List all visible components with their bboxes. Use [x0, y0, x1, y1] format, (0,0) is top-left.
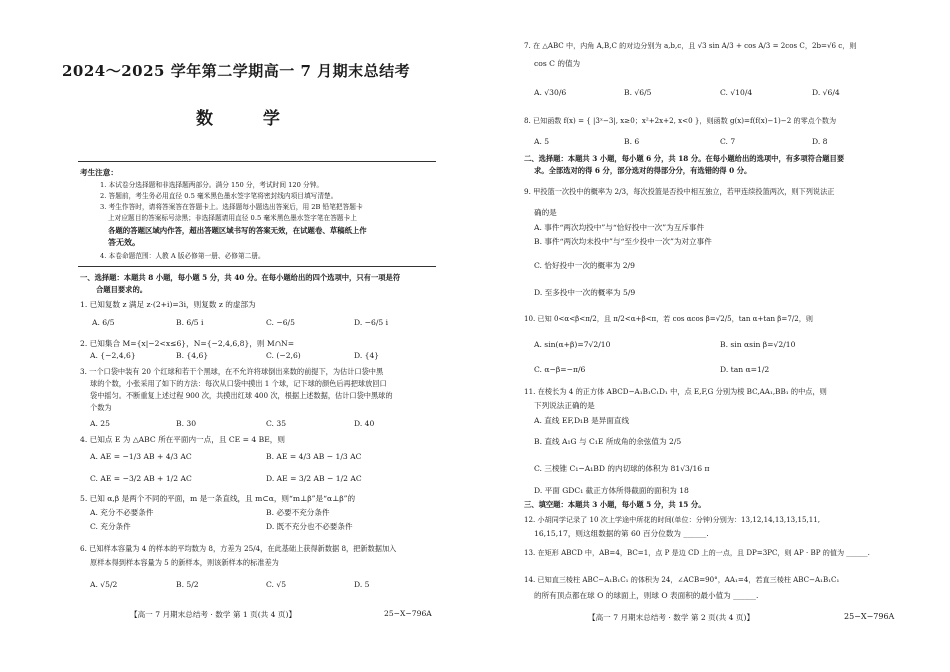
- exam-title: 2024～2025 学年第二学期高一 7 月期末总结考: [62, 62, 411, 80]
- question-2: 2. 已知集合 M={x|−2<x≤6}，N={−2,4,6,8}，则 M∩N=: [80, 339, 295, 348]
- exam-code: 25−X−796A: [844, 612, 895, 621]
- question-11-line-1: 11. 在棱长为 4 的正方体 ABCD−A₁B₁C₁D₁ 中，点 E,F,G 分别为棱 BC,AA₁,BB₁ 的中点，则: [524, 387, 827, 396]
- page-2: [478, 0, 950, 672]
- notice-3: 3. 考生作答时，请将答案答在答题卡上。选择题每小题选出答案后，用 2B 铅笔把答题卡: [100, 203, 363, 211]
- divider: [78, 161, 436, 162]
- section-3-heading: 三、填空题：本题共 3 小题，每小题 5 分，共 15 分。: [524, 500, 706, 509]
- q11-option-a: A. 直线 EF,D₁B 是异面直线: [534, 416, 630, 425]
- section-1-heading-cont: 合题目要求的。: [96, 285, 148, 294]
- exam-code: 25−X−796A: [384, 609, 432, 618]
- q4-option-b: B. AE = 4/3 AB − 1/3 AC: [266, 452, 362, 461]
- question-12-line-2: 16,15,17，则这组数据的第 60 百分位数为 ______.: [534, 529, 709, 538]
- q6-option-a: A. √5/2: [90, 580, 118, 589]
- question-4: 4. 已知点 E 为 △ABC 所在平面内一点，且 CE = 4 BE，则: [80, 435, 285, 444]
- q2-option-d: D. {4}: [354, 351, 380, 360]
- question-6-line-2: 原样本得到样本容量为 5 的新样本，则该新样本的标准差为: [90, 558, 279, 567]
- q11-option-d: D. 平面 GDC₁ 截正方体所得截面的面积为 18: [534, 486, 689, 495]
- q8-option-d: D. 8: [812, 137, 828, 146]
- q7-option-a: A. √30/6: [534, 88, 567, 97]
- q2-option-a: A. {−2,4,6}: [90, 351, 136, 360]
- page-1: [0, 0, 470, 672]
- section-1-heading: 一、选择题：本题共 8 小题，每小题 5 分，共 40 分。在每小题给出的四个选项中，只有一项是符: [80, 273, 401, 282]
- q9-option-c: C. 恰好投中一次的概率为 2/9: [534, 261, 635, 270]
- q9-option-b: B. 事件“两次均未投中”与“至少投中一次”为对立事件: [534, 237, 712, 246]
- q5-option-b: B. 必要不充分条件: [266, 508, 330, 517]
- q5-option-d: D. 既不充分也不必要条件: [266, 522, 353, 531]
- notice-3d: 答无效。: [108, 237, 140, 247]
- question-12-line-1: 12. 小胡同学记录了 10 次上学途中所花的时间(单位：分钟)分别为：13,12,14,13,13,15,11,: [524, 515, 821, 524]
- section-2-heading: 二、选择题：本题共 3 小题，每小题 6 分，共 18 分。在每小题给出的选项中，有多项符合题目要: [524, 154, 845, 163]
- question-9-line-1: 9. 甲投篮一次投中的概率为 2/3，每次投篮是否投中相互独立，若甲连续投篮两次，则下列说法正: [524, 187, 835, 196]
- q7-option-d: D. √6/4: [812, 88, 840, 97]
- notice-3b: 上对应题目的答案标号涂黑；非选择题请用直径 0.5 毫米黑色墨水签字笔在答题卡上: [108, 214, 357, 222]
- q9-option-d: D. 至多投中一次的概率为 5/9: [534, 288, 636, 297]
- divider: [78, 266, 436, 267]
- question-14-line-2: 的所有顶点都在球 O 的球面上，则球 O 表面积的最小值为 ______.: [534, 591, 759, 600]
- notice-3c: 各题的答题区域内作答，超出答题区域书写的答案无效，在试题卷、草稿纸上作: [108, 226, 367, 235]
- notice-title: 考生注意：: [80, 168, 118, 177]
- q2-option-c: C. (−2,6): [266, 351, 301, 360]
- q5-option-a: A. 充分不必要条件: [90, 508, 154, 517]
- q10-option-d: D. tan α=1/2: [720, 365, 770, 374]
- q4-option-d: D. AE = 3/2 AB − 1/2 AC: [266, 474, 362, 483]
- question-3-line-4: 个数为: [90, 403, 112, 412]
- q11-option-b: B. 直线 A₁G 与 C₁E 所成角的余弦值为 2/5: [534, 437, 682, 446]
- q10-option-c: C. α−β=−π/6: [534, 365, 586, 374]
- q7-option-b: B. √6/5: [624, 88, 652, 97]
- question-11-line-2: 下列说法正确的是: [534, 401, 595, 410]
- q8-option-c: C. 7: [720, 137, 736, 146]
- q1-option-a: A. 6/5: [92, 318, 115, 327]
- q1-option-b: B. 6/5 i: [176, 318, 204, 327]
- q7-option-c: C. √10/4: [720, 88, 753, 97]
- page-footer: 【高一 7 月期末总结考 · 数学 第 1 页(共 4 页)】: [130, 610, 297, 619]
- q1-option-d: D. −6/5 i: [354, 318, 389, 327]
- q8-option-b: B. 6: [624, 137, 640, 146]
- q6-option-d: D. 5: [354, 580, 370, 589]
- question-3-line-2: 球的个数，小张采用了如下的方法：每次从口袋中摸出 1 个球，记下球的颜色后再把球放回口: [90, 379, 387, 388]
- q2-option-b: B. {4,6}: [176, 351, 209, 360]
- q4-option-a: A. AE = −1/3 AB + 4/3 AC: [90, 452, 192, 461]
- question-3-line-1: 3. 一个口袋中装有 20 个红球和若干个黑球，在不允许将球倒出来数的前提下，为估计口袋中黑: [80, 367, 384, 376]
- q8-option-a: A. 5: [534, 137, 550, 146]
- q4-option-c: C. AE = −3/2 AB + 1/2 AC: [90, 474, 192, 483]
- q9-option-a: A. 事件“两次均投中”与“恰好投中一次”为互斥事件: [534, 223, 705, 232]
- section-2-heading-cont: 求。全部选对的得 6 分，部分选对的得部分分，有选错的得 0 分。: [534, 166, 752, 175]
- q11-option-c: C. 三棱锥 C₁−A₁BD 的内切球的体积为 81√3/16 π: [534, 464, 710, 473]
- q1-option-c: C. −6/5: [266, 318, 295, 327]
- question-7-line-1: 7. 在 △ABC 中，内角 A,B,C 的对边分别为 a,b,c，且 √3 sin A/3 + cos A/3 = 2cos C，2b=√6 c，则: [524, 41, 857, 50]
- question-5: 5. 已知 α,β 是两个不同的平面，m 是一条直线，且 m⊂α，则“m⊥β”是“α⊥β”的: [80, 494, 356, 503]
- question-3-line-3: 袋中摇匀。不断重复上述过程 900 次，共摸出红球 400 次，根据上述数据，估计口袋中黑球的: [90, 391, 393, 400]
- page-footer: 【高一 7 月期末总结考 · 数学 第 2 页(共 4 页)】: [588, 613, 755, 622]
- q10-option-b: B. sin αsin β=√2/10: [720, 340, 796, 349]
- notice-2: 2. 答题前，考生务必用直径 0.5 毫米黑色墨水签字笔将密封线内项目填写清楚。: [100, 192, 338, 200]
- q6-option-c: C. √5: [266, 580, 287, 589]
- question-13: 13. 在矩形 ABCD 中，AB=4，BC=1，点 P 是边 CD 上的一点，且 DP=3PC，则 AP · BP 的值为 ______.: [524, 548, 870, 557]
- question-9-line-2: 确的是: [534, 208, 557, 217]
- q6-option-b: B. 5/2: [176, 580, 199, 589]
- question-1: 1. 已知复数 z 满足 z·(2+i)=3i，则复数 z 的虚部为: [80, 300, 256, 309]
- q5-option-c: C. 充分条件: [90, 522, 131, 531]
- q3-option-a: A. 25: [90, 419, 110, 428]
- question-7-line-2: cos C 的值为: [534, 59, 581, 68]
- question-6-line-1: 6. 已知样本容量为 4 的样本的平均数为 8，方差为 25/4，在此基础上获得新数据 8，把新数据加入: [80, 544, 397, 553]
- notice-1: 1. 本试卷分选择题和非选择题两部分。满分 150 分，考试时间 120 分钟。: [100, 181, 324, 189]
- q3-option-d: D. 40: [354, 419, 375, 428]
- question-14-line-1: 14. 已知直三棱柱 ABC−A₁B₁C₁ 的体积为 24，∠ACB=90°，AA₁=4，若直三棱柱 ABC−A₁B₁C₁: [524, 575, 840, 584]
- question-10: 10. 已知 0<α<β<π/2，且 π/2<α+β<π，若 cos αcos β=√2/5，tan α+tan β=7/2，则: [524, 314, 813, 323]
- q3-option-c: C. 35: [266, 419, 287, 428]
- subject-title: 数 学: [196, 109, 302, 129]
- q10-option-a: A. sin(α+β)=7√2/10: [534, 340, 611, 349]
- question-8: 8. 已知函数 f(x) = { |3ˣ−3|, x≥0；x²+2x+2, x<0 }，则函数 g(x)=f(f(x)−1)−2 的零点个数为: [524, 116, 837, 125]
- q3-option-b: B. 30: [176, 419, 197, 428]
- notice-4: 4. 本卷命题范围：人教 A 版必修第一册、必修第二册。: [100, 252, 265, 260]
